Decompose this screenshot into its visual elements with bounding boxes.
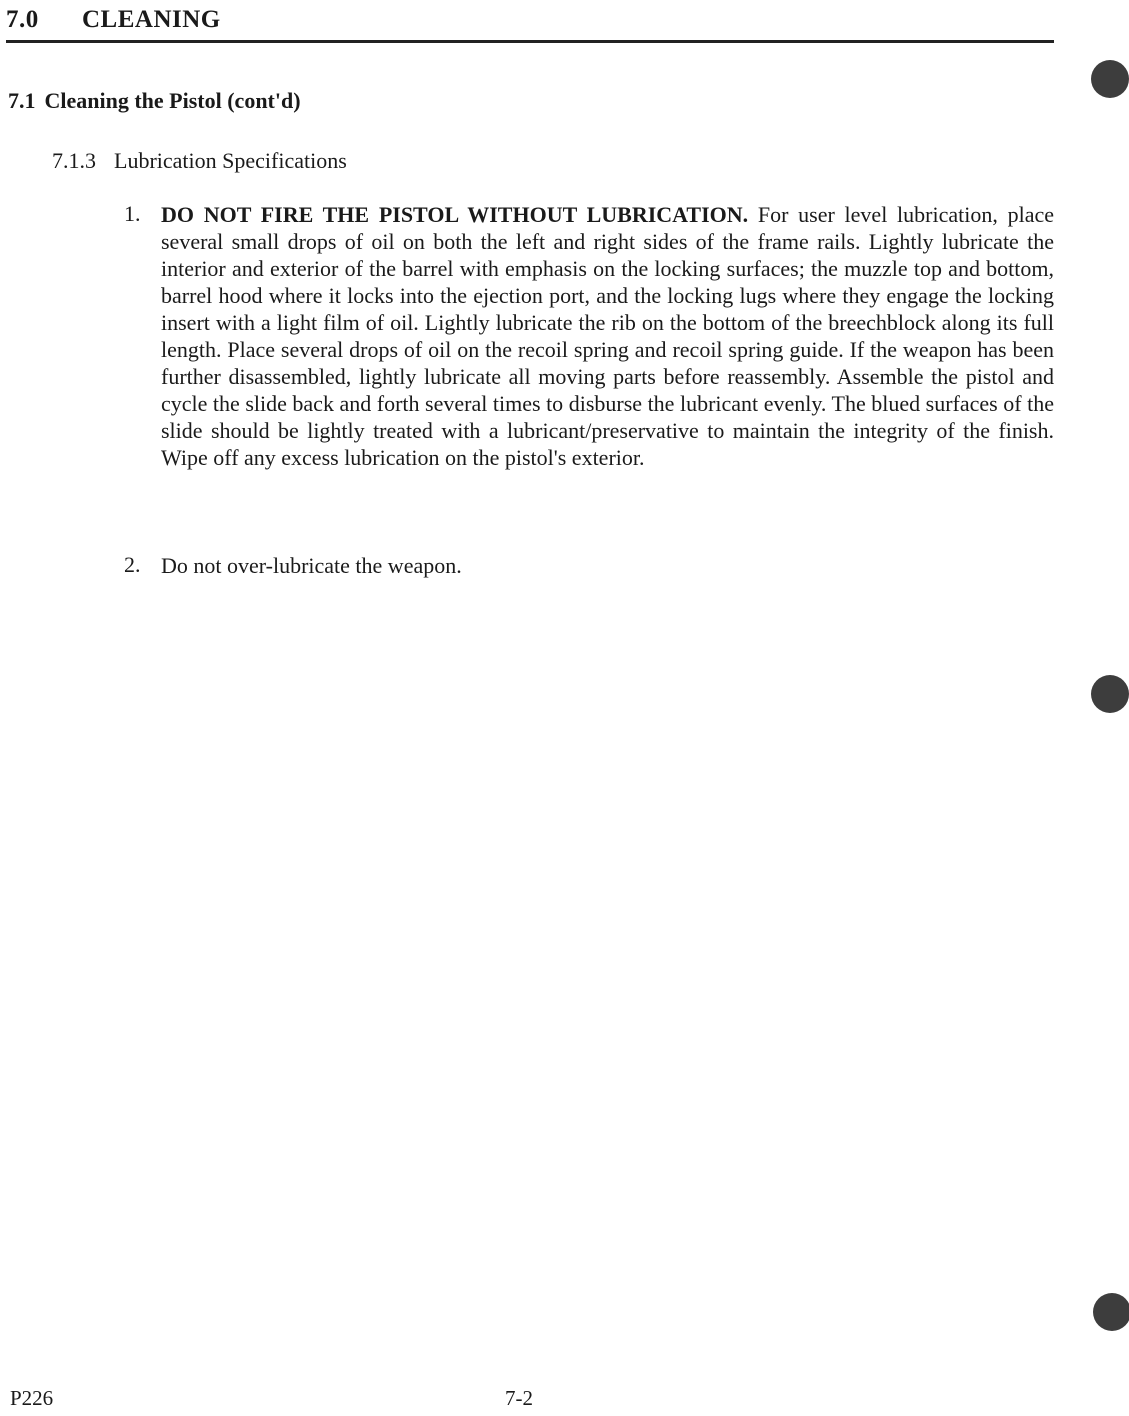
section-title: Cleaning the Pistol (cont'd) (44, 88, 301, 113)
binder-hole (1091, 675, 1129, 713)
list-item-text: Do not over-lubricate the weapon. (161, 553, 462, 578)
subsection-heading (52, 148, 347, 174)
list-item-body (161, 201, 1054, 471)
list-item-number: 1. (124, 201, 141, 226)
warning-text: DO NOT FIRE THE PISTOL WITHOUT LUBRICATION. (161, 202, 749, 227)
section-number: 7.1 (8, 88, 36, 113)
footer-page-number: 7-2 (505, 1386, 533, 1410)
list-item-body (161, 552, 1054, 579)
subsection-number: 7.1.3 (52, 148, 96, 173)
list-item (124, 201, 1054, 471)
binder-hole (1091, 60, 1129, 98)
list-item-text: For user level lubrication, place several small drops of oil on both the left and right sides of the frame rails. Lightly lubricate the interior and exterior of the barrel with emphasis on the locking surfaces; the muzzle top and bottom, barrel hood where it locks into the ejection port, and the locking lugs where they engage the locking insert with a light film of oil. Lightly lubricate the rib on the bottom of the breechblock along its full length. Place several drops of oil on the recoil spring and recoil spring guide. If the weapon has been further disassembled, lightly lubricate all moving parts before reassembly. Assemble the pistol and cycle the slide back and forth several times to disburse the lubricant evenly. The blued surfaces of the slide should be lightly treated with a lubricant/preservative to maintain the integrity of the finish. Wipe off any excess lubrication on the pistol's exterior. (161, 202, 1054, 470)
list-item (124, 552, 1054, 579)
binder-hole (1093, 1293, 1129, 1331)
page-header (6, 4, 1054, 43)
footer-model: P226 (10, 1386, 54, 1410)
section-heading (8, 88, 301, 114)
subsection-title: Lubrication Specifications (114, 148, 347, 173)
header-section-title: CLEANING (82, 6, 221, 33)
list-item-number: 2. (124, 552, 141, 577)
header-section-number: 7.0 (6, 6, 39, 33)
